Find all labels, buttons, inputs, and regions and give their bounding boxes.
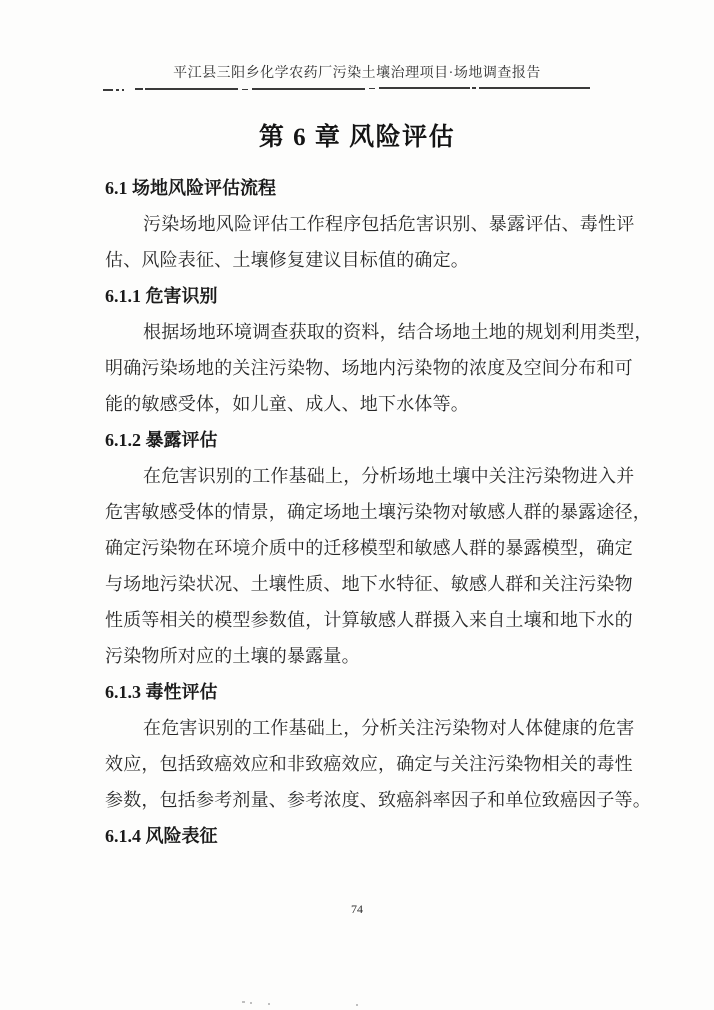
scan-artifact <box>356 1004 358 1006</box>
text-line: 能的敏感受体，如儿童、成人、地下水体等。 <box>105 394 469 414</box>
header-rule-segment <box>122 89 124 91</box>
chapter-title: 第 6 章 风险评估 <box>258 124 456 151</box>
header-rule-segment <box>369 88 375 89</box>
text-line: 根据场地环境调查获取的资料，结合场地土地的规划利用类型， <box>143 322 653 342</box>
text-line: 污染场地风险评估工作程序包括危害识别、暴露评估、毒性评 <box>143 214 635 234</box>
scan-artifact <box>268 1003 270 1005</box>
header-rule-segment <box>472 87 476 89</box>
header-rule-segment <box>116 89 119 91</box>
section-heading-6-1: 6.1 场地风险评估流程 <box>105 178 276 198</box>
section-heading-6-1-1: 6.1.1 危害识别 <box>105 286 218 306</box>
section-heading-6-1-4: 6.1.4 风险表征 <box>105 826 218 846</box>
scan-artifact <box>242 1001 245 1003</box>
header-rule-segment <box>252 88 365 90</box>
page-number: 74 <box>351 902 363 916</box>
header-rule-segment <box>242 89 248 90</box>
text-line: 在危害识别的工作基础上，分析关注污染物对人体健康的危害 <box>143 718 635 738</box>
document-body <box>105 170 653 854</box>
text-line: 效应，包括致癌效应和非致癌效应，确定与关注污染物相关的毒性 <box>105 754 633 774</box>
running-header: 平江县三阳乡化学农药厂污染土壤治理项目·场地调查报告 <box>173 66 541 81</box>
section-heading-6-1-3: 6.1.3 毒性评估 <box>105 682 218 702</box>
scan-artifact <box>250 1002 252 1004</box>
header-rule-segment <box>103 89 113 91</box>
text-line: 在危害识别的工作基础上，分析场地土壤中关注污染物进入并 <box>143 466 635 486</box>
text-line: 明确污染场地的关注污染物、场地内污染物的浓度及空间分布和可 <box>105 358 633 378</box>
text-line: 性质等相关的模型参数值，计算敏感人群摄入来自土壤和地下水的 <box>105 610 633 630</box>
text-line: 估、风险表征、土壤修复建议目标值的确定。 <box>105 250 469 270</box>
header-rule-segment <box>379 87 470 89</box>
header-rule-segment <box>145 88 238 90</box>
header-rule-segment <box>135 88 143 90</box>
text-line: 危害敏感受体的情景，确定场地土壤污染物对敏感人群的暴露途径， <box>105 502 651 522</box>
text-line: 污染物所对应的土壤的暴露量。 <box>105 646 360 666</box>
text-line: 参数，包括参考剂量、参考浓度、致癌斜率因子和单位致癌因子等。 <box>105 790 651 810</box>
text-line: 确定污染物在环境介质中的迁移模型和敏感人群的暴露模型，确定 <box>105 538 633 558</box>
header-rule-segment <box>479 87 590 89</box>
text-line: 与场地污染状况、土壤性质、地下水特征、敏感人群和关注污染物 <box>105 574 633 594</box>
section-heading-6-1-2: 6.1.2 暴露评估 <box>105 430 218 450</box>
